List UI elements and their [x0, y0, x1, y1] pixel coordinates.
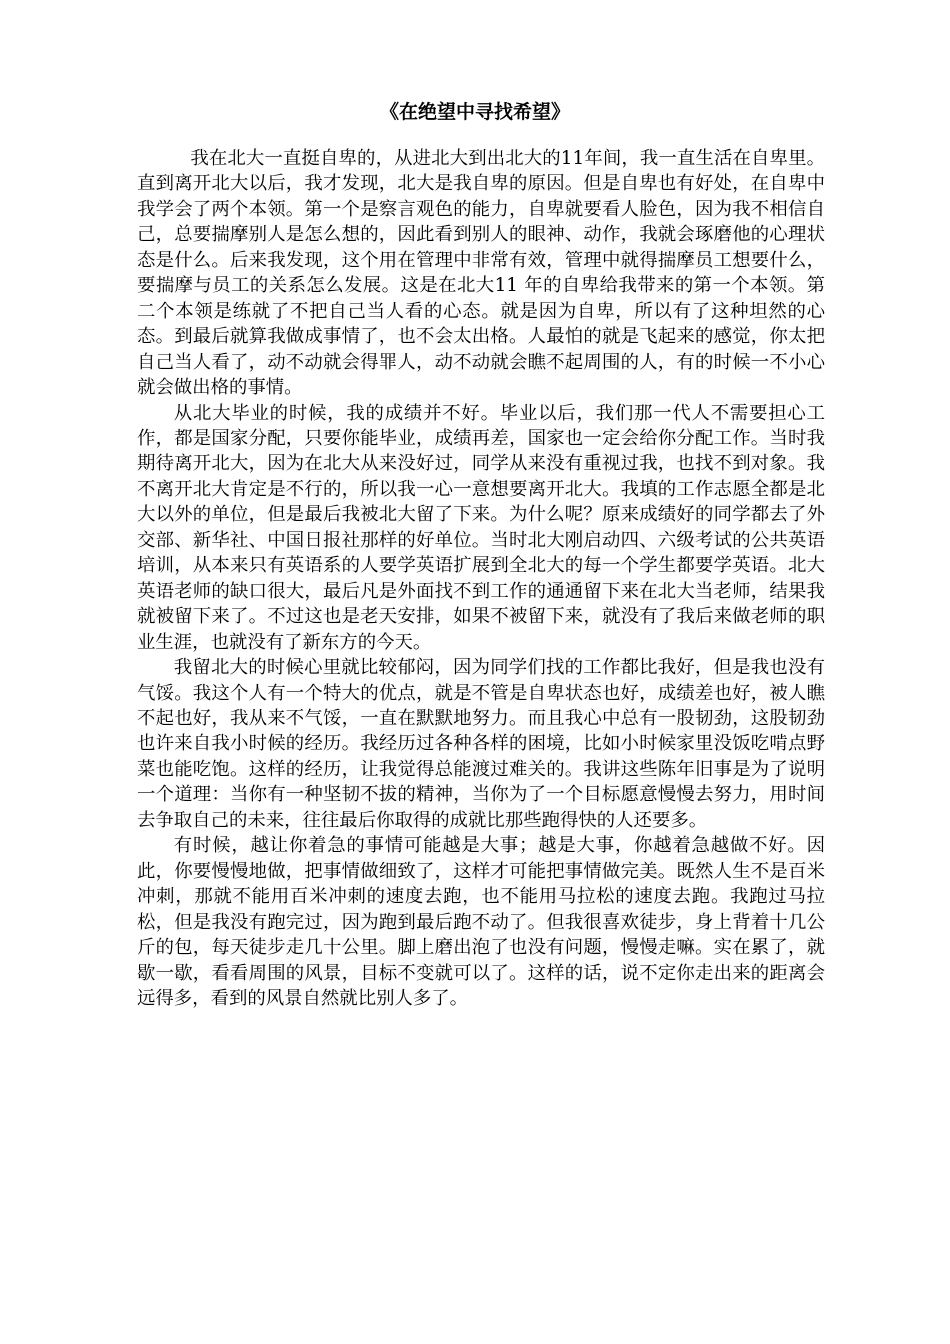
paragraph-4: 有时候，越让你着急的事情可能越是大事；越是大事，你越着急越做不好。因此，你要慢慢地做，把事情做细致了，这样才可能把事情做完美。既然人生不是百米冲刺，那就不能用百米冲刺的速度去跑，也不能用马拉松的速度去跑。我跑过马拉松，但是我没有跑完过，因为跑到最后跑不动了。但我很喜欢徒步，身上背着十几公斤的包，每天徒步走几十公里。脚上磨出泡了也没有问题，慢慢走嘛。实在累了，就歇一歇，看看周围的风景，目标不变就可以了。这样的话，说不定你走出来的距离会远得多，看到的风景自然就比别人多了。 — [137, 835, 825, 1009]
paragraph-3: 我留北大的时候心里就比较郁闷，因为同学们找的工作都比我好，但是我也没有气馁。我这个人有一个特大的优点，就是不管是自卑状态也好，成绩差也好，被人瞧不起也好，我从来不气馁，一直在默默地努力。而且我心中总有一股韧劲，这股韧劲也许来自我小时候的经历。我经历过各种各样的困境，比如小时候家里没饭吃啃点野菜也能吃饱。这样的经历，让我觉得总能渡过难关的。我讲这些陈年旧事是为了说明一个道理：当你有一种坚韧不拔的精神，当你为了一个目标愿意慢慢去努力，用时间去争取自己的未来，往往最后你取得的成就比那些跑得快的人还要多。 — [137, 657, 825, 831]
paragraph-2: 从北大毕业的时候，我的成绩并不好。毕业以后，我们那一代人不需要担心工作，都是国家分配，只要你能毕业，成绩再差，国家也一定会给你分配工作。当时我期待离开北大，因为在北大从来没好过，同学从来没有重视过我，也找不到对象。我不离开北大肯定是不行的，所以我一心一意想要离开北大。我填的工作志愿全都是北大以外的单位，但是最后我被北大留了下来。为什么呢？原来成绩好的同学都去了外交部、新华社、中国日报社那样的好单位。当时北大刚启动四、六级考试的公共英语培训，从本来只有英语系的人要学英语扩展到全北大的每一个学生都要学英语。北大英语老师的缺口很大，最后凡是外面找不到工作的通通留下来在北大当老师，结果我就被留下来了。不过这也是老天安排，如果不被留下来，就没有了我后来做老师的职业生涯，也就没有了新东方的今天。 — [137, 402, 825, 653]
document-body — [137, 146, 825, 1011]
paragraph-1: 我在北大一直挺自卑的，从进北大到出北大的11年间，我一直生活在自卑里。直到离开北大以后，我才发现，北大是我自卑的原因。但是自卑也有好处，在自卑中我学会了两个本领。第一个是察言观色的能力，自卑就要看人脸色，因为我不相信自己，总要揣摩别人是怎么想的，因此看到别人的眼神、动作，我就会琢磨他的心理状态是什么。后来我发现，这个用在管理中非常有效，管理中就得揣摩员工想要什么，要揣摩与员工的关系怎么发展。这是在北大11 年的自卑给我带来的第一个本领。第二个本领是练就了不把自己当人看的心态。就是因为自卑，所以有了这种坦然的心态。到最后就算我做成事情了，也不会太出格。人最怕的就是飞起来的感觉，你太把自己当人看了，动不动就会得罪人，动不动就会瞧不起周围的人，有的时候一不小心就会做出格的事情。 — [137, 148, 825, 399]
document-title: 《在绝望中寻找希望》 — [379, 101, 570, 123]
